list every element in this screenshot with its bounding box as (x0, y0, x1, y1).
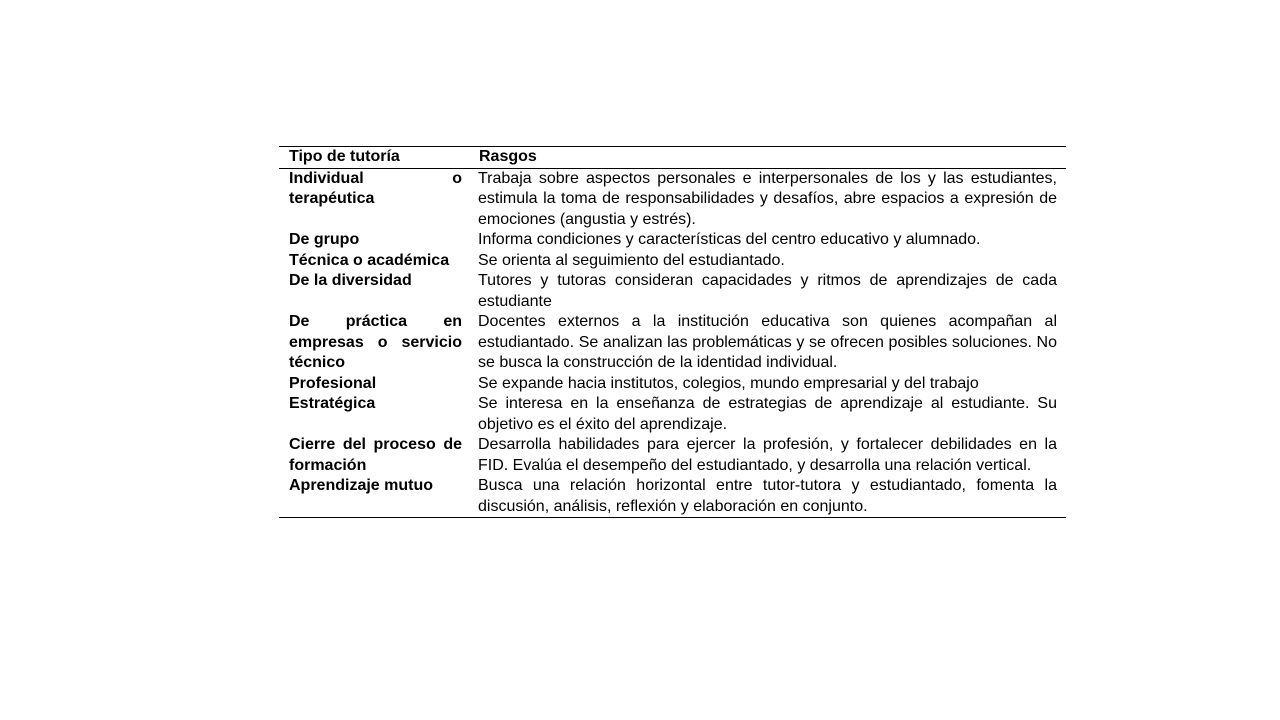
traits-cell: Informa condiciones y características del centro educativo y alumnado. (478, 231, 981, 248)
tutoring-type-cell: De la diversidad (289, 272, 412, 289)
table-header-row (279, 147, 1066, 169)
tutoring-type-cell: Profesional (289, 374, 377, 392)
table-row (279, 435, 1066, 476)
table-row (279, 251, 1066, 272)
table-row (279, 394, 1066, 435)
traits-cell: Se expande hacia institutos, colegios, mundo empresarial y del trabajo (478, 374, 979, 392)
traits-cell: Se interesa en la enseñanza de estrategias de aprendizaje al estudiante. Su objetivo es el éxito del aprendizaje. (478, 395, 1057, 433)
traits-cell: Se orienta al seguimiento del estudiantado. (478, 251, 785, 269)
table-row (279, 168, 1066, 230)
tutoring-type-cell: De grupo (289, 231, 360, 248)
traits-cell: Tutores y tutoras consideran capacidades y ritmos de aprendizajes de cada estudiante (478, 272, 1057, 310)
tutoring-type-cell: Técnica o académica (289, 251, 450, 269)
tutoring-types-table (279, 146, 1066, 518)
table-row (279, 374, 1066, 395)
tutoring-type-cell: Estratégica (289, 395, 376, 412)
tutoring-type-cell: Cierre del proceso de formación (289, 436, 462, 474)
column-header-type: Tipo de tutoría (279, 147, 469, 169)
table-row (279, 476, 1066, 518)
traits-cell: Busca una relación horizontal entre tutor-tutora y estudiantado, fomenta la discusión, análisis, reflexión y elaboración en conjunto. (469, 476, 1066, 518)
table-row (279, 312, 1066, 374)
traits-cell: Trabaja sobre aspectos personales e interpersonales de los y las estudiantes, estimula la toma de responsabilidades y desafíos, abre espacios a expresión de emociones (angustia y estrés). (478, 169, 1057, 228)
table-row (279, 271, 1066, 312)
traits-cell: Docentes externos a la institución educativa son quienes acompañan al estudiantado. Se analizan las problemáticas y se ofrecen posibles soluciones. No se busca la construcción de la identidad individual. (478, 313, 1057, 371)
tutoring-type-cell: Aprendizaje mutuo (279, 476, 469, 518)
traits-cell: Desarrolla habilidades para ejercer la profesión, y fortalecer debilidades en la FID. Evalúa el desempeño del estudiantado, y desarrolla una relación vertical. (478, 436, 1057, 474)
tutoring-type-cell: Individual o terapéutica (289, 169, 462, 207)
table-row (279, 230, 1066, 251)
column-header-traits: Rasgos (469, 147, 1066, 169)
tutoring-type-cell: De práctica en empresas o servicio técnico (289, 313, 462, 371)
